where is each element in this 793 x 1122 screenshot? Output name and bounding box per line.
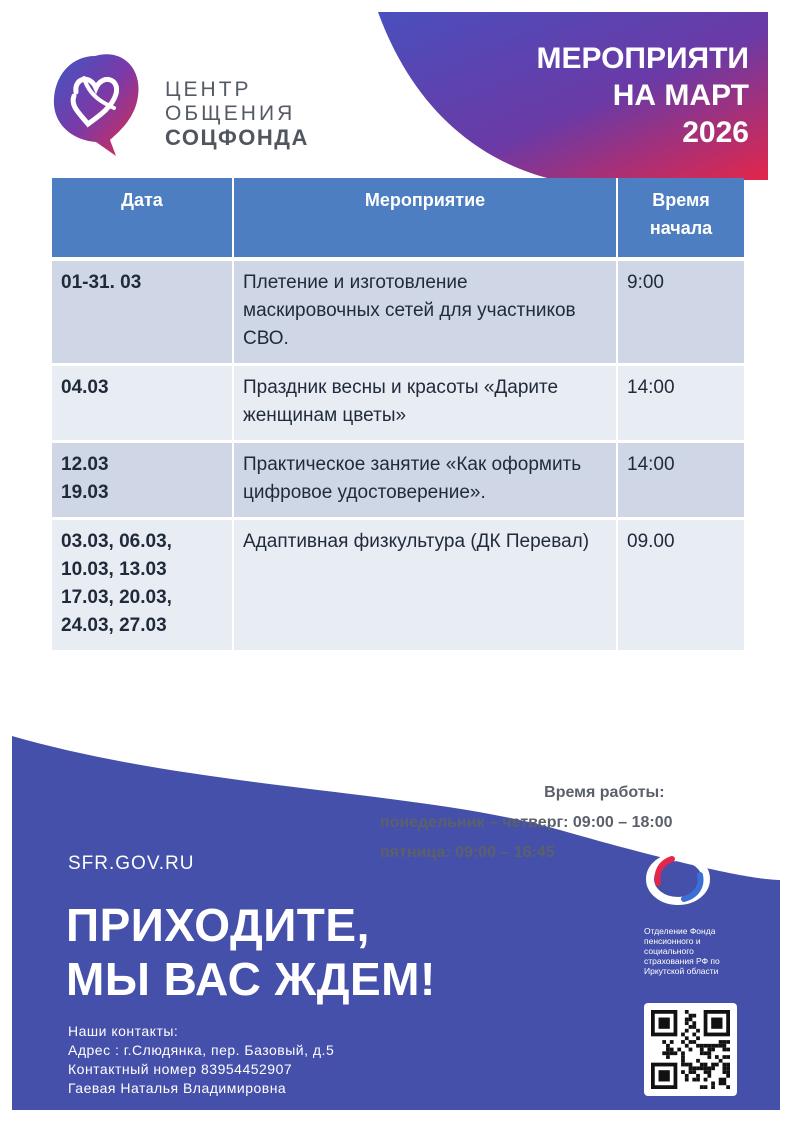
date-line: 10.03, 13.03 (61, 559, 167, 580)
row-event: Адаптивная физкультура (ДК Перевал) (233, 519, 617, 652)
table-row (52, 365, 744, 442)
brand-line-2: ОБЩЕНИЯ (165, 102, 296, 125)
welcome-slogan (66, 898, 436, 1006)
brand-line-3: СОЦФОНДА (165, 125, 309, 150)
website-link[interactable]: SFR.GOV.RU (68, 853, 195, 874)
working-hours (380, 778, 673, 868)
row-event: Практическое занятие «Как оформить цифровое удостоверение». (233, 442, 617, 519)
header-time-text: Время начала (649, 190, 713, 238)
table-row (52, 519, 744, 652)
date-line: 24.03, 27.03 (61, 615, 167, 636)
table-row (52, 442, 744, 519)
welcome-line-2: МЫ ВАС ЖДЕМ! (66, 953, 436, 1005)
qr-pattern (651, 1010, 730, 1089)
date-line: 04.03 (61, 377, 109, 398)
row-date (52, 519, 233, 652)
header-time (617, 178, 744, 259)
row-date (52, 259, 233, 365)
hours-friday: пятница: 09:00 – 16:45 (380, 844, 555, 861)
header-event: Мероприятие (233, 178, 617, 259)
date-line: 17.03, 20.03, (61, 587, 172, 608)
table-header-row (52, 178, 744, 259)
title-line-2: НА МАРТ (612, 79, 749, 112)
contacts-person: Гаевая Наталья Владимировна (68, 1080, 287, 1096)
brand-line-1: ЦЕНТР (165, 78, 252, 101)
sfr-caption: Отделение Фонда пенсионного и социального страхования РФ по Иркутской области (644, 926, 720, 976)
row-event: Плетение и изготовление маскировочных сетей для участников СВО. (233, 259, 617, 365)
row-date (52, 365, 233, 442)
date-line: 19.03 (61, 482, 109, 503)
table-row (52, 259, 744, 365)
title-line-1: МЕРОПРИЯТИ (536, 42, 749, 75)
row-time: 14:00 (617, 365, 744, 442)
contacts-address: Адрес : г.Слюдянка, пер. Базовый, д.5 (68, 1042, 335, 1058)
welcome-line-1: ПРИХОДИТЕ, (66, 899, 370, 951)
hours-title: Время работы: (544, 784, 665, 801)
hours-weekdays: понедельник – четверг: 09:00 – 18:00 (380, 814, 673, 831)
row-time: 14:00 (617, 442, 744, 519)
page-title (536, 40, 749, 151)
row-time: 09.00 (617, 519, 744, 652)
brand-name (165, 78, 309, 150)
date-line: 12.03 (61, 454, 109, 475)
sfr-logo-icon (642, 853, 714, 905)
qr-code-icon (644, 1003, 737, 1096)
events-table (52, 178, 744, 653)
heart-chat-logo-icon (50, 48, 140, 158)
header-date: Дата (52, 178, 233, 259)
contacts-block (68, 1022, 334, 1098)
row-time: 9:00 (617, 259, 744, 365)
row-date (52, 442, 233, 519)
title-line-3: 2026 (682, 116, 749, 149)
row-event: Праздник весны и красоты «Дарите женщинам цветы» (233, 365, 617, 442)
date-line: 01-31. 03 (61, 272, 142, 293)
contacts-title: Наши контакты: (68, 1023, 179, 1039)
contacts-phone: Контактный номер 83954452907 (68, 1061, 293, 1077)
date-line: 03.03, 06.03, (61, 531, 172, 552)
